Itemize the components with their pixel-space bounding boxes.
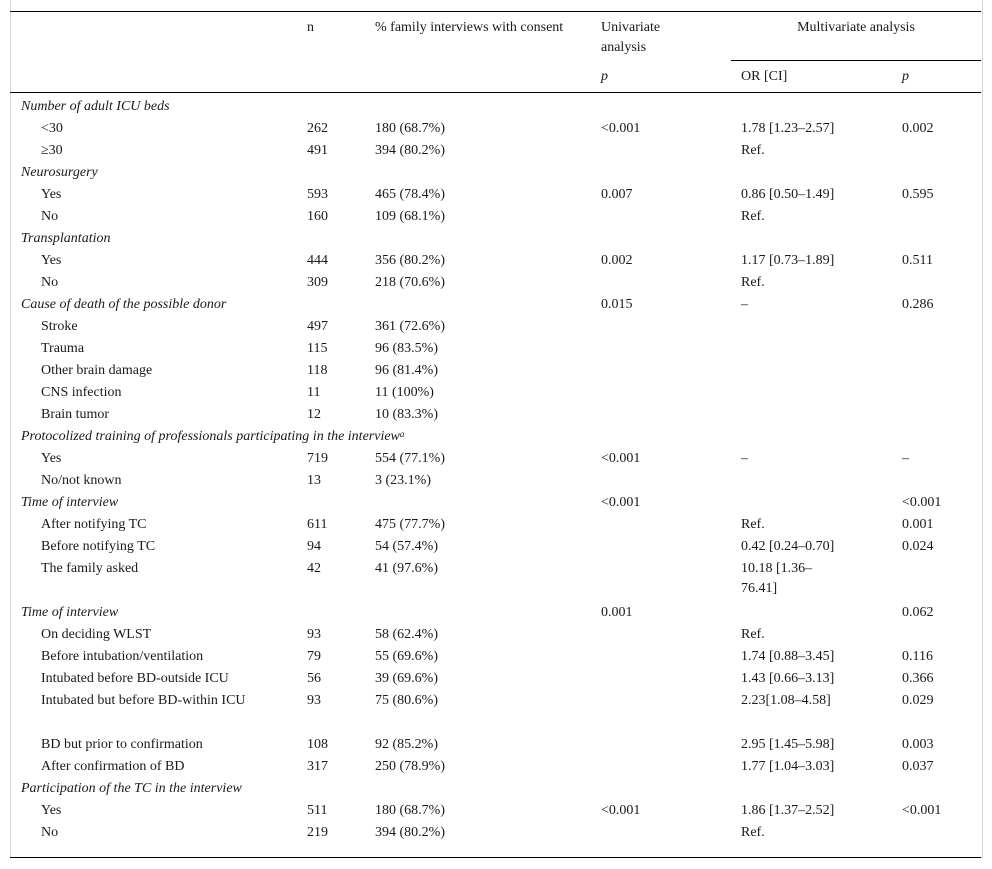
- section-label: [21, 603, 118, 623]
- header-or-ci: OR [CI]: [741, 69, 788, 84]
- cell-or-ci: 0.86 [0.50–1.49]: [741, 187, 835, 202]
- table-row: [0, 402, 992, 424]
- row-label: [21, 691, 281, 711]
- cell-or-ci: 10.18 [1.36–76.41]: [741, 561, 813, 596]
- table-row: [0, 622, 992, 644]
- cell-or-ci: 1.74 [0.88–3.45]: [741, 649, 835, 664]
- table-row: [0, 182, 992, 204]
- label-text: Yes: [41, 451, 62, 466]
- section-row: [0, 490, 992, 512]
- bottom-rule: [10, 857, 981, 858]
- row-label: [41, 823, 58, 843]
- cell-pct-consent: 465 (78.4%): [375, 187, 445, 202]
- table-row: [0, 336, 992, 358]
- section-row: [0, 776, 992, 798]
- table-row: [0, 248, 992, 270]
- label-text: After confirmation of BD: [41, 759, 185, 774]
- cell-n: 497: [307, 319, 328, 334]
- cell-n: 593: [307, 187, 328, 202]
- cell-p-univariate: <0.001: [601, 495, 641, 510]
- label-text: No: [41, 275, 59, 290]
- cell-p-multivariate: 0.062: [902, 605, 934, 620]
- cell-or-ci: 1.86 [1.37–2.52]: [741, 803, 835, 818]
- cell-pct-consent: 54 (57.4%): [375, 539, 438, 554]
- section-label: [21, 779, 242, 799]
- cell-n: 511: [307, 803, 328, 818]
- label-text: ≥30: [41, 143, 63, 158]
- header-p-multivariate: p: [902, 69, 909, 84]
- cell-pct-consent: 96 (81.4%): [375, 363, 438, 378]
- table-row: [0, 204, 992, 226]
- header-rule: [10, 92, 981, 93]
- cell-n: 611: [307, 517, 328, 532]
- top-rule: [10, 11, 981, 12]
- table-row: [0, 666, 992, 688]
- row-label: [41, 361, 152, 381]
- table-row: [0, 512, 992, 534]
- cell-or-ci: 1.43 [0.66–3.13]: [741, 671, 835, 686]
- row-label: [41, 185, 61, 205]
- cell-n: 93: [307, 627, 321, 642]
- label-text: Before notifying TC: [41, 539, 156, 554]
- footnote-marker: a: [399, 429, 405, 439]
- cell-n: 444: [307, 253, 328, 268]
- cell-n: 79: [307, 649, 321, 664]
- cell-or-ci: –: [741, 451, 748, 466]
- cell-n: 317: [307, 759, 328, 774]
- label-text: After notifying TC: [41, 517, 147, 532]
- cell-pct-consent: 394 (80.2%): [375, 143, 445, 158]
- table-row: [0, 446, 992, 468]
- row-label: [41, 537, 155, 557]
- label-text: Participation of the TC in the interview: [21, 781, 242, 796]
- row-label: [41, 515, 147, 535]
- cell-pct-consent: 58 (62.4%): [375, 627, 438, 642]
- label-text: Neurosurgery: [21, 165, 98, 180]
- label-text: BD but prior to confirmation: [41, 737, 203, 752]
- section-row: [0, 292, 992, 314]
- row-label: [41, 383, 122, 403]
- cell-pct-consent: 75 (80.6%): [375, 693, 438, 708]
- label-text: Intubated before BD-outside ICU: [41, 671, 229, 686]
- label-text: Number of adult ICU beds: [21, 99, 170, 114]
- cell-n: 262: [307, 121, 328, 136]
- row-label: [41, 559, 138, 579]
- label-text: The family asked: [41, 561, 139, 576]
- cell-pct-consent: 475 (77.7%): [375, 517, 445, 532]
- cell-n: 42: [307, 561, 321, 576]
- cell-or-ci: 2.95 [1.45–5.98]: [741, 737, 835, 752]
- cell-or-ci: Ref.: [741, 517, 765, 532]
- cell-or-ci: 1.17 [0.73–1.89]: [741, 253, 835, 268]
- table-row: [0, 644, 992, 666]
- cell-p-univariate: 0.002: [601, 253, 633, 268]
- table-row: [0, 556, 992, 600]
- cell-pct-consent: 92 (85.2%): [375, 737, 438, 752]
- cell-pct-consent: 41 (97.6%): [375, 561, 438, 576]
- cell-or-ci: 1.78 [1.23–2.57]: [741, 121, 835, 136]
- section-row: [0, 160, 992, 182]
- section-row: [0, 94, 992, 116]
- label-text: Protocolized training of professionals participating in the interview: [21, 429, 400, 444]
- row-label: [41, 625, 151, 645]
- section-row: [0, 226, 992, 248]
- header-p-univariate: p: [601, 69, 608, 84]
- cell-p-multivariate: 0.037: [902, 759, 934, 774]
- cell-or-ci: Ref.: [741, 275, 765, 290]
- cell-or-ci: 1.77 [1.04–3.03]: [741, 759, 835, 774]
- row-label: [41, 735, 203, 755]
- cell-p-multivariate: –: [902, 451, 909, 466]
- label-text: CNS infection: [41, 385, 122, 400]
- cell-n: 719: [307, 451, 328, 466]
- label-text: On deciding WLST: [41, 627, 152, 642]
- cell-or-ci: –: [741, 297, 748, 312]
- cell-or-ci: 2.23[1.08–4.58]: [741, 693, 831, 708]
- cell-p-multivariate: 0.116: [902, 649, 933, 664]
- cell-p-multivariate: 0.595: [902, 187, 934, 202]
- label-text: Yes: [41, 803, 62, 818]
- cell-n: 115: [307, 341, 328, 356]
- cell-or-ci: Ref.: [741, 825, 765, 840]
- header-univariate: Univariate analysis: [601, 20, 661, 55]
- cell-n: 13: [307, 473, 321, 488]
- label-text: Time of interview: [21, 605, 119, 620]
- cell-pct-consent: 361 (72.6%): [375, 319, 445, 334]
- table-row: [0, 534, 992, 556]
- table-row: [0, 820, 992, 842]
- cell-p-univariate: <0.001: [601, 803, 641, 818]
- label-text: Trauma: [41, 341, 85, 356]
- cell-p-multivariate: 0.366: [902, 671, 934, 686]
- label-text: Time of interview: [21, 495, 119, 510]
- cell-p-univariate: <0.001: [601, 121, 641, 136]
- row-label: [41, 647, 203, 667]
- label-text: Transplantation: [21, 231, 111, 246]
- header-multivariate: Multivariate analysis: [797, 20, 915, 35]
- cell-p-multivariate: 0.003: [902, 737, 934, 752]
- label-text: Stroke: [41, 319, 78, 334]
- table-row: [0, 798, 992, 820]
- cell-n: 94: [307, 539, 321, 554]
- row-label: [41, 471, 122, 491]
- row-label: [41, 119, 63, 139]
- cell-or-ci: Ref.: [741, 627, 765, 642]
- row-label: [41, 141, 63, 161]
- cell-n: 491: [307, 143, 328, 158]
- cell-pct-consent: 250 (78.9%): [375, 759, 445, 774]
- table-row: [0, 380, 992, 402]
- cell-or-ci: Ref.: [741, 209, 765, 224]
- cell-p-univariate: 0.015: [601, 297, 633, 312]
- section-label: [21, 295, 226, 315]
- label-text: Intubated but before BD-within ICU: [41, 693, 246, 708]
- cell-pct-consent: 554 (77.1%): [375, 451, 445, 466]
- cell-p-univariate: 0.001: [601, 605, 633, 620]
- cell-pct-consent: 109 (68.1%): [375, 209, 445, 224]
- table-row: [0, 270, 992, 292]
- cell-n: 93: [307, 693, 321, 708]
- section-label: [21, 427, 404, 447]
- label-text: Before intubation/ventilation: [41, 649, 204, 664]
- cell-pct-consent: 3 (23.1%): [375, 473, 431, 488]
- header-n: n: [307, 20, 314, 35]
- table-row: [0, 732, 992, 754]
- cell-or-ci: 0.42 [0.24–0.70]: [741, 539, 835, 554]
- row-label: [41, 251, 61, 271]
- cell-p-multivariate: 0.286: [902, 297, 934, 312]
- section-label: [21, 163, 98, 183]
- cell-p-multivariate: 0.029: [902, 693, 934, 708]
- cell-n: 11: [307, 385, 321, 400]
- table-row: [0, 314, 992, 336]
- row-label: [41, 669, 229, 689]
- section-row: [0, 600, 992, 622]
- cell-p-multivariate: <0.001: [902, 803, 942, 818]
- row-label: [41, 449, 61, 469]
- row-label: [41, 273, 58, 293]
- multivariate-rule: [731, 60, 981, 61]
- cell-p-multivariate: 0.002: [902, 121, 934, 136]
- row-label: [41, 801, 61, 821]
- table-row: [0, 138, 992, 160]
- label-text: No: [41, 209, 59, 224]
- cell-pct-consent: 180 (68.7%): [375, 803, 445, 818]
- cell-pct-consent: 10 (83.3%): [375, 407, 438, 422]
- label-text: Other brain damage: [41, 363, 153, 378]
- row-label: [41, 405, 109, 425]
- cell-pct-consent: 39 (69.6%): [375, 671, 438, 686]
- cell-p-univariate: 0.007: [601, 187, 633, 202]
- cell-or-ci: Ref.: [741, 143, 765, 158]
- section-label: [21, 97, 170, 117]
- cell-n: 309: [307, 275, 328, 290]
- row-label: [41, 207, 58, 227]
- cell-n: 219: [307, 825, 328, 840]
- label-text: No: [41, 825, 59, 840]
- cell-p-univariate: <0.001: [601, 451, 641, 466]
- row-label: [41, 317, 78, 337]
- row-label: [41, 339, 84, 359]
- cell-n: 160: [307, 209, 328, 224]
- label-text: Cause of death of the possible donor: [21, 297, 227, 312]
- cell-pct-consent: 356 (80.2%): [375, 253, 445, 268]
- label-text: Yes: [41, 187, 62, 202]
- table-row: [0, 358, 992, 380]
- table-row: [0, 116, 992, 138]
- cell-pct-consent: 394 (80.2%): [375, 825, 445, 840]
- table-row: [0, 688, 992, 732]
- section-label: [21, 229, 110, 249]
- cell-pct-consent: 96 (83.5%): [375, 341, 438, 356]
- table-row: [0, 468, 992, 490]
- cell-p-multivariate: 0.511: [902, 253, 933, 268]
- cell-n: 56: [307, 671, 321, 686]
- cell-pct-consent: 11 (100%): [375, 385, 434, 400]
- cell-p-multivariate: 0.001: [902, 517, 934, 532]
- cell-pct-consent: 180 (68.7%): [375, 121, 445, 136]
- label-text: <30: [41, 121, 63, 136]
- header-pct-consent: % family interviews with consent: [375, 20, 564, 35]
- cell-n: 12: [307, 407, 321, 422]
- cell-n: 108: [307, 737, 328, 752]
- label-text: Yes: [41, 253, 62, 268]
- section-label: [21, 493, 118, 513]
- cell-pct-consent: 218 (70.6%): [375, 275, 445, 290]
- table-row: [0, 754, 992, 776]
- row-label: [41, 757, 184, 777]
- cell-n: 118: [307, 363, 328, 378]
- label-text: No/not known: [41, 473, 122, 488]
- cell-p-multivariate: <0.001: [902, 495, 942, 510]
- cell-pct-consent: 55 (69.6%): [375, 649, 438, 664]
- section-row: [0, 424, 992, 446]
- label-text: Brain tumor: [41, 407, 110, 422]
- cell-p-multivariate: 0.024: [902, 539, 934, 554]
